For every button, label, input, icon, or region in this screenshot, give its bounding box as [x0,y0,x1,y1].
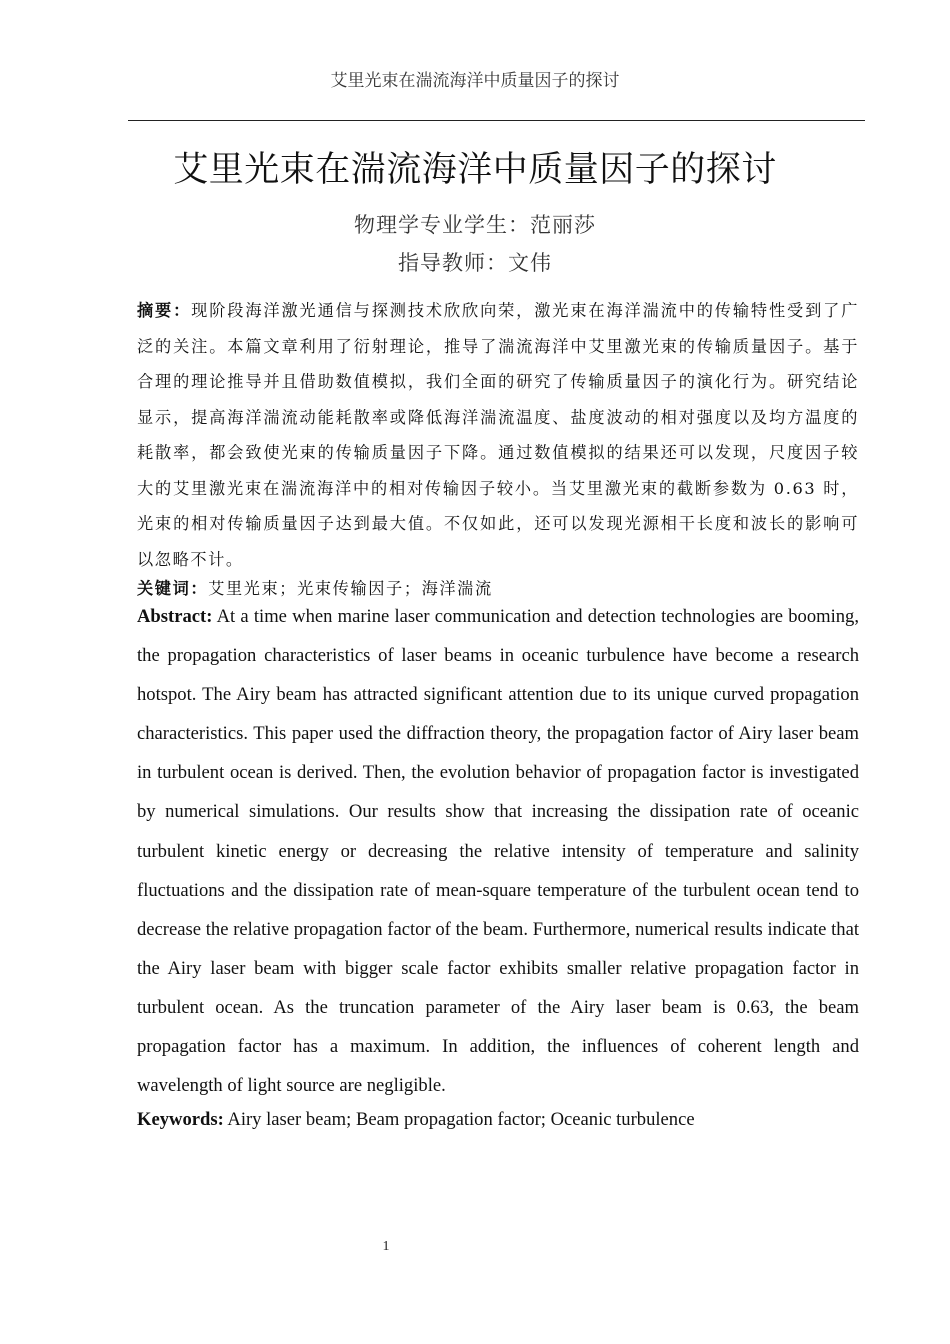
page-number: 1 [382,1239,390,1254]
chinese-keywords-label: 关键词： [137,579,209,598]
header-divider [128,120,865,121]
running-header: 艾里光束在湍流海洋中质量因子的探讨 [330,71,620,91]
paper-title: 艾里光束在湍流海洋中质量因子的探讨 [173,150,777,190]
student-line: 物理学专业学生：范丽莎 [354,213,596,237]
english-keywords [137,1106,859,1134]
english-abstract [137,597,859,1105]
english-keywords-label: Keywords: [137,1109,224,1130]
chinese-keywords-text: 艾里光束；光束传输因子；海洋湍流 [208,579,493,598]
chinese-abstract-label: 摘要： [137,301,192,320]
chinese-abstract [137,293,859,577]
chinese-abstract-text: 现阶段海洋激光通信与探测技术欣欣向荣，激光束在海洋湍流中的传输特性受到了广泛的关注。本篇文章利用了衍射理论，推导了湍流海洋中艾里激光束的传输质量因子。基于合理的理论推导并且借助数值模拟，我们全面的研究了传输质量因子的演化行为。研究结论显示，提高海洋湍流动能耗散率或降低海洋湍流温度、盐度波动的相对强度以及均方温度的耗散率，都会致使光束的传输质量因子下降。通过数值模拟的结果还可以发现，尺度因子较大的艾里激光束在湍流海洋中的相对传输因子较小。当艾里激光束的截断参数为 0.63 时，光束的相对传输质量因子达到最大值。不仅如此，还可以发现光源相干长度和波长的影响可以忽略不计。 [137,301,859,569]
advisor-line: 指导教师：文伟 [398,251,552,275]
english-keywords-text: Airy laser beam; Beam propagation factor; Oceanic turbulence [227,1109,695,1130]
english-abstract-text: At a time when marine laser communication and detection technologies are booming, the propagation characteristics of laser beams in oceanic turbulence have become a research hotspot. The Airy beam has attracted significant attention due to its unique curved propagation characteristics. This paper used the diffraction theory, the propagation factor of Airy laser beam in turbulent ocean is derived. Then, the evolution behavior of propagation factor is investigated by numerical simulations. Our results show that increasing the dissipation rate of oceanic turbulent kinetic energy or decreasing the relative intensity of temperature and salinity fluctuations and the dissipation rate of mean-square temperature of the turbulent ocean tend to decrease the relative propagation factor of the beam. Furthermore, numerical results indicate that the Airy laser beam with bigger scale factor exhibits smaller relative propagation factor in turbulent ocean. As the truncation parameter of the Airy laser beam is 0.63, the beam propagation factor has a maximum. In addition, the influences of coherent length and wavelength of light source are negligible. [137,606,860,1097]
english-abstract-label: Abstract: [137,606,213,627]
